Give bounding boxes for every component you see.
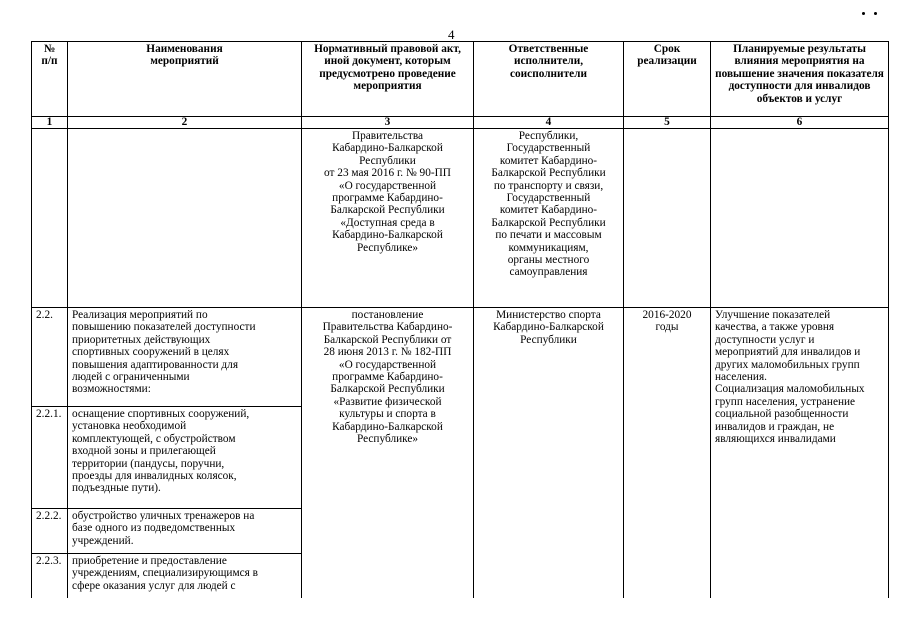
header-act: Нормативный правовой акт, иной документ, которым предусмотрено проведение мероприятия xyxy=(302,42,474,117)
header-name: Наименования мероприятий xyxy=(68,42,302,117)
page-number: 4 xyxy=(448,27,455,42)
exec-cell: Министерство спорта Кабардино-Балкарской Республики xyxy=(474,308,624,599)
row-name: обустройство уличных тренажеров на базе одного из подведомственных учреждений. xyxy=(68,509,302,554)
row-name: оснащение спортивных сооружений, установка необходимой комплектующей, с обустройством входной зоны и прилегающей территории (пандусы, поручни, проезды для инвалидных колясок, подъездные пути). xyxy=(68,407,302,509)
scan-dot xyxy=(862,12,865,15)
header-row xyxy=(32,42,889,117)
row-num: 2.2. xyxy=(32,308,68,407)
col-number: 4 xyxy=(474,117,624,129)
header-result: Планируемые результаты влияния мероприятия на повышение значения показателя доступности для инвалидов объектов и услуг xyxy=(711,42,889,117)
column-numbers-row xyxy=(32,117,889,129)
measures-table xyxy=(31,41,889,598)
scan-dot xyxy=(874,12,877,15)
col-number: 2 xyxy=(68,117,302,129)
table-row xyxy=(32,129,889,308)
row-num: 2.2.1. xyxy=(32,407,68,509)
col-number: 3 xyxy=(302,117,474,129)
col-number: 6 xyxy=(711,117,889,129)
col-number: 5 xyxy=(624,117,711,129)
cont-exec-cell: Республики, Государственный комитет Кабардино- Балкарской Республики по транспорту и связи, Государственный комитет Кабардино- Балкарской Республики по печати и массовым коммуникациям, органы местного самоуправления xyxy=(474,129,624,308)
row-num: 2.2.3. xyxy=(32,554,68,599)
cont-act-cell: Правительства Кабардино-Балкарской Республики от 23 мая 2016 г. № 90-ПП «О государственной программе Кабардино- Балкарской Республики «Доступная среда в Кабардино-Балкарской Республике» xyxy=(302,129,474,308)
act-cell: постановление Правительства Кабардино- Балкарской Республики от 28 июня 2013 г. № 182-ПП «О государственной программе Кабардино- Балкарской Республики «Развитие физической культуры и спорта в Кабардино-Балкарской Республике» xyxy=(302,308,474,599)
header-num: № п/п xyxy=(32,42,68,117)
row-name: Реализация мероприятий по повышению показателей доступности приоритетных действующих спортивных сооружений в целях повышения адаптированности для людей с ограниченными возможностями: xyxy=(68,308,302,407)
row-name: приобретение и предоставление учреждениям, специализирующимся в сфере оказания услуг для людей с xyxy=(68,554,302,599)
row-num: 2.2.2. xyxy=(32,509,68,554)
result-cell: Улучшение показателей качества, а также уровня доступности услуг и мероприятий для инвалидов и других маломобильных групп населения. Социализация маломобильных групп населения, устранение социальной разобщенности инвалидов и граждан, не являющихся инвалидами xyxy=(711,308,889,599)
col-number: 1 xyxy=(32,117,68,129)
term-cell: 2016-2020 годы xyxy=(624,308,711,599)
header-exec: Ответственные исполнители, соисполнители xyxy=(474,42,624,117)
table-row xyxy=(32,308,889,407)
header-term: Срок реализации xyxy=(624,42,711,117)
